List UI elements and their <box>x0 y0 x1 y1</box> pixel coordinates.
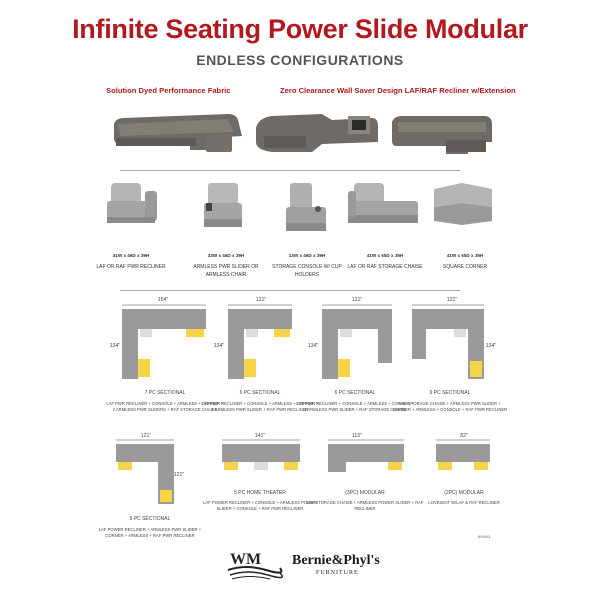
config-desc: LAF POWER RECLINER + CONSOLE + ARMLESS POWER SLIDER + CONSOLE + RAF PWR RECLINER <box>203 500 317 512</box>
config-6pc-a-diagram <box>226 305 296 385</box>
piece-spec: 41W x 46D x 39H <box>112 253 150 258</box>
config-width: 121" <box>140 433 152 439</box>
config-name: (2PC) MODULAR <box>444 490 484 496</box>
piece-storage-console-image <box>282 181 332 237</box>
config-desc: LAF POWER RECLINER + ARMLESS PWR SLIDER + CORNER + ARMLESS + RAF PWR RECLINER <box>98 527 202 539</box>
config-desc: LOVESEAT W/LAF & RAF RECLINER <box>428 500 500 505</box>
config-width: 121" <box>255 297 267 303</box>
piece-armless-slider-image <box>200 181 250 237</box>
config-width: 82" <box>460 433 468 439</box>
config-width: 141" <box>254 433 266 439</box>
config-2pc-modular-diagram <box>434 440 494 480</box>
config-3pc-modular-diagram <box>326 440 406 480</box>
bernie-phyls-logo: Bernie&Phyl's <box>292 553 380 568</box>
config-desc: LAF PWR RECLINER + CONSOLE + ARMLESS + CORNER + 1 ARMLESS PWR SLIDER + RAF STORAGE CHAISE <box>296 401 414 413</box>
config-name: 5 PC HOME THEATER <box>234 490 286 496</box>
piece-label: SQUARE CORNER <box>442 264 488 270</box>
config-home-theater-diagram <box>220 440 304 480</box>
piece-square-corner-image <box>428 181 498 231</box>
wm-logo <box>226 548 282 582</box>
piece-spec: 13W x 46D x 39H <box>288 253 326 258</box>
config-width: 154" <box>157 297 169 303</box>
piece-spec: 33W x 46D x 39H <box>207 253 245 258</box>
config-depth: 121" <box>173 472 185 478</box>
config-name: 6 PC SECTIONAL <box>334 390 376 396</box>
hero-sectional-photo-1 <box>110 110 250 160</box>
piece-label: STORAGE CONSOLE W/ CUP HOLDERS <box>272 264 342 278</box>
hero-sectional-photo-2 <box>252 108 382 158</box>
piece-spec: 41W x 65D x 39H <box>446 253 484 258</box>
config-width: 115" <box>351 433 363 439</box>
config-name: 5 PC SECTIONAL <box>129 516 171 522</box>
config-7pc-diagram <box>120 305 210 385</box>
hero-sectional-photo-3 <box>388 110 498 160</box>
wm-logo-text: WM <box>230 551 262 568</box>
piece-storage-chaise-image <box>344 181 424 231</box>
divider <box>120 170 460 171</box>
config-width: 121" <box>351 297 363 303</box>
config-desc: LAF STORAGE CHAISE + ARMLESS POWER SLIDER + RAF RECLINER <box>306 500 424 512</box>
config-width: 121" <box>446 297 458 303</box>
config-name: 6 PC SECTIONAL <box>429 390 471 396</box>
feature-fabric: Solution Dyed Performance Fabric <box>106 86 231 95</box>
config-name: 6 PC SECTIONAL <box>239 390 281 396</box>
config-6pc-b-diagram <box>320 305 400 385</box>
config-name: (3PC) MODULAR <box>345 490 385 496</box>
config-desc: LAF STORAGE CHAISE + ARMLESS PWR SLIDER + CORNER + ARMLESS + CONSOLE + RAF PWR RECLINER <box>392 401 508 413</box>
config-name: 7 PC SECTIONAL <box>144 390 186 396</box>
piece-label: ARMLESS PWR SLIDER OR ARMLESS CHAIR <box>193 264 259 278</box>
piece-recliner-image <box>101 181 161 233</box>
config-6pc-c-diagram <box>410 305 490 385</box>
config-desc: LAF PWR RECLINER + CONSOLE + ARMLESS + CORNER + 2 ARMLESS PWR SLIDERS + RAF STORAGE CHAISE <box>106 401 224 413</box>
sheet-code: 8055/3 <box>478 534 491 539</box>
page-subtitle: ENDLESS CONFIGURATIONS <box>196 52 404 68</box>
config-depth: 134" <box>307 343 319 349</box>
piece-spec: 41W x 65D x 39H <box>366 253 404 258</box>
bernie-phyls-logo-sub: FURNITURE <box>316 570 359 576</box>
divider <box>120 290 460 291</box>
config-5pc-sectional-diagram <box>114 440 184 510</box>
config-desc: LAF PWR RECLINER + CONSOLE + ARMLESS + CORNER + 1 ARMLESS PWR SLIDER + RAF PWR RECLINER <box>201 401 319 413</box>
piece-label: LAF OR RAF PWR RECLINER <box>96 264 166 270</box>
page-title: Infinite Seating Power Slide Modular <box>72 14 528 44</box>
piece-label: LAF OR RAF STORAGE CHAISE <box>347 264 423 270</box>
config-depth: 134" <box>213 343 225 349</box>
config-depth: 134" <box>485 343 497 349</box>
config-depth: 134" <box>109 343 121 349</box>
feature-wall-saver: Zero Clearance Wall Saver Design LAF/RAF Recliner w/Extension <box>280 86 516 95</box>
